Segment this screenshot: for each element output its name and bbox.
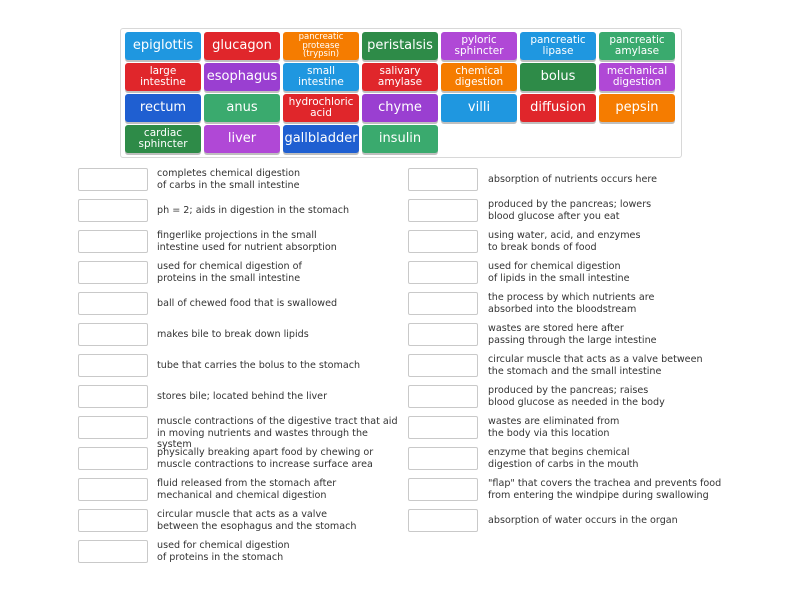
- right-description: wastes are stored here after passing through the large intestine: [488, 323, 657, 346]
- word-tile[interactable]: rectum: [125, 94, 201, 122]
- left-description: fluid released from the stomach after mechanical and chemical digestion: [157, 478, 337, 501]
- word-tile[interactable]: pepsin: [599, 94, 675, 122]
- left-drop-box[interactable]: [78, 385, 148, 408]
- right-description: wastes are eliminated from the body via this location: [488, 416, 620, 439]
- right-description: absorption of water occurs in the organ: [488, 515, 678, 526]
- right-description: used for chemical digestion of lipids in the small intestine: [488, 261, 630, 284]
- word-tile[interactable]: glucagon: [204, 32, 280, 60]
- right-description: "flap" that covers the trachea and prevents food from entering the windpipe during swallowing: [488, 478, 722, 501]
- right-description: using water, acid, and enzymes to break bonds of food: [488, 230, 641, 253]
- left-description: fingerlike projections in the small intestine used for nutrient absorption: [157, 230, 337, 253]
- left-description: tube that carries the bolus to the stomach: [157, 360, 361, 371]
- left-description: used for chemical digestion of proteins in the stomach: [157, 540, 290, 563]
- word-tile[interactable]: chyme: [362, 94, 438, 122]
- right-drop-box[interactable]: [408, 199, 478, 222]
- left-description: circular muscle that acts as a valve between the esophagus and the stomach: [157, 509, 357, 532]
- left-description: completes chemical digestion of carbs in the small intestine: [157, 168, 301, 191]
- word-tile[interactable]: chemical digestion: [441, 63, 517, 91]
- right-drop-box[interactable]: [408, 354, 478, 377]
- left-description: stores bile; located behind the liver: [157, 391, 328, 402]
- word-tile[interactable]: cardiac sphincter: [125, 125, 201, 153]
- left-drop-box[interactable]: [78, 540, 148, 563]
- left-drop-box[interactable]: [78, 292, 148, 315]
- word-tile[interactable]: diffusion: [520, 94, 596, 122]
- word-tile[interactable]: mechanical digestion: [599, 63, 675, 91]
- left-drop-box[interactable]: [78, 168, 148, 191]
- word-tile[interactable]: gallbladder: [283, 125, 359, 153]
- left-drop-box[interactable]: [78, 509, 148, 532]
- left-drop-box[interactable]: [78, 478, 148, 501]
- left-description: muscle contractions of the digestive tract that aid in moving nutrients and wastes through the system: [157, 416, 398, 450]
- left-description: makes bile to break down lipids: [157, 329, 309, 340]
- word-tile[interactable]: villi: [441, 94, 517, 122]
- word-tile[interactable]: small intestine: [283, 63, 359, 91]
- right-description: absorption of nutrients occurs here: [488, 174, 658, 185]
- word-tile[interactable]: bolus: [520, 63, 596, 91]
- word-tile[interactable]: esophagus: [204, 63, 280, 91]
- word-tile[interactable]: pancreatic protease (trypsin): [283, 32, 359, 60]
- right-drop-box[interactable]: [408, 478, 478, 501]
- left-description: ball of chewed food that is swallowed: [157, 298, 338, 309]
- word-tile[interactable]: pancreatic amylase: [599, 32, 675, 60]
- right-description: produced by the pancreas; lowers blood glucose after you eat: [488, 199, 652, 222]
- word-tile[interactable]: anus: [204, 94, 280, 122]
- left-drop-box[interactable]: [78, 416, 148, 439]
- right-description: circular muscle that acts as a valve between the stomach and the small intestine: [488, 354, 703, 377]
- right-description: produced by the pancreas; raises blood glucose as needed in the body: [488, 385, 665, 408]
- right-description: the process by which nutrients are absorbed into the bloodstream: [488, 292, 655, 315]
- word-tile[interactable]: insulin: [362, 125, 438, 153]
- right-drop-box[interactable]: [408, 323, 478, 346]
- word-tile[interactable]: liver: [204, 125, 280, 153]
- right-drop-box[interactable]: [408, 168, 478, 191]
- word-tile[interactable]: hydrochloric acid: [283, 94, 359, 122]
- left-drop-box[interactable]: [78, 230, 148, 253]
- left-description: physically breaking apart food by chewing or muscle contractions to increase surface area: [157, 447, 374, 470]
- right-drop-box[interactable]: [408, 416, 478, 439]
- word-bank: [120, 28, 682, 158]
- left-drop-box[interactable]: [78, 447, 148, 470]
- right-drop-box[interactable]: [408, 385, 478, 408]
- left-description: ph = 2; aids in digestion in the stomach: [157, 205, 350, 216]
- right-drop-box[interactable]: [408, 447, 478, 470]
- right-description: enzyme that begins chemical digestion of carbs in the mouth: [488, 447, 639, 470]
- word-tile[interactable]: epiglottis: [125, 32, 201, 60]
- right-drop-box[interactable]: [408, 230, 478, 253]
- right-drop-box[interactable]: [408, 261, 478, 284]
- left-drop-box[interactable]: [78, 261, 148, 284]
- right-drop-box[interactable]: [408, 509, 478, 532]
- left-description: used for chemical digestion of proteins in the small intestine: [157, 261, 302, 284]
- word-tile[interactable]: peristalsis: [362, 32, 438, 60]
- left-drop-box[interactable]: [78, 354, 148, 377]
- word-tile[interactable]: salivary amylase: [362, 63, 438, 91]
- word-tile[interactable]: large intestine: [125, 63, 201, 91]
- word-tile[interactable]: pancreatic lipase: [520, 32, 596, 60]
- right-drop-box[interactable]: [408, 292, 478, 315]
- left-drop-box[interactable]: [78, 199, 148, 222]
- word-tile[interactable]: pyloric sphincter: [441, 32, 517, 60]
- left-drop-box[interactable]: [78, 323, 148, 346]
